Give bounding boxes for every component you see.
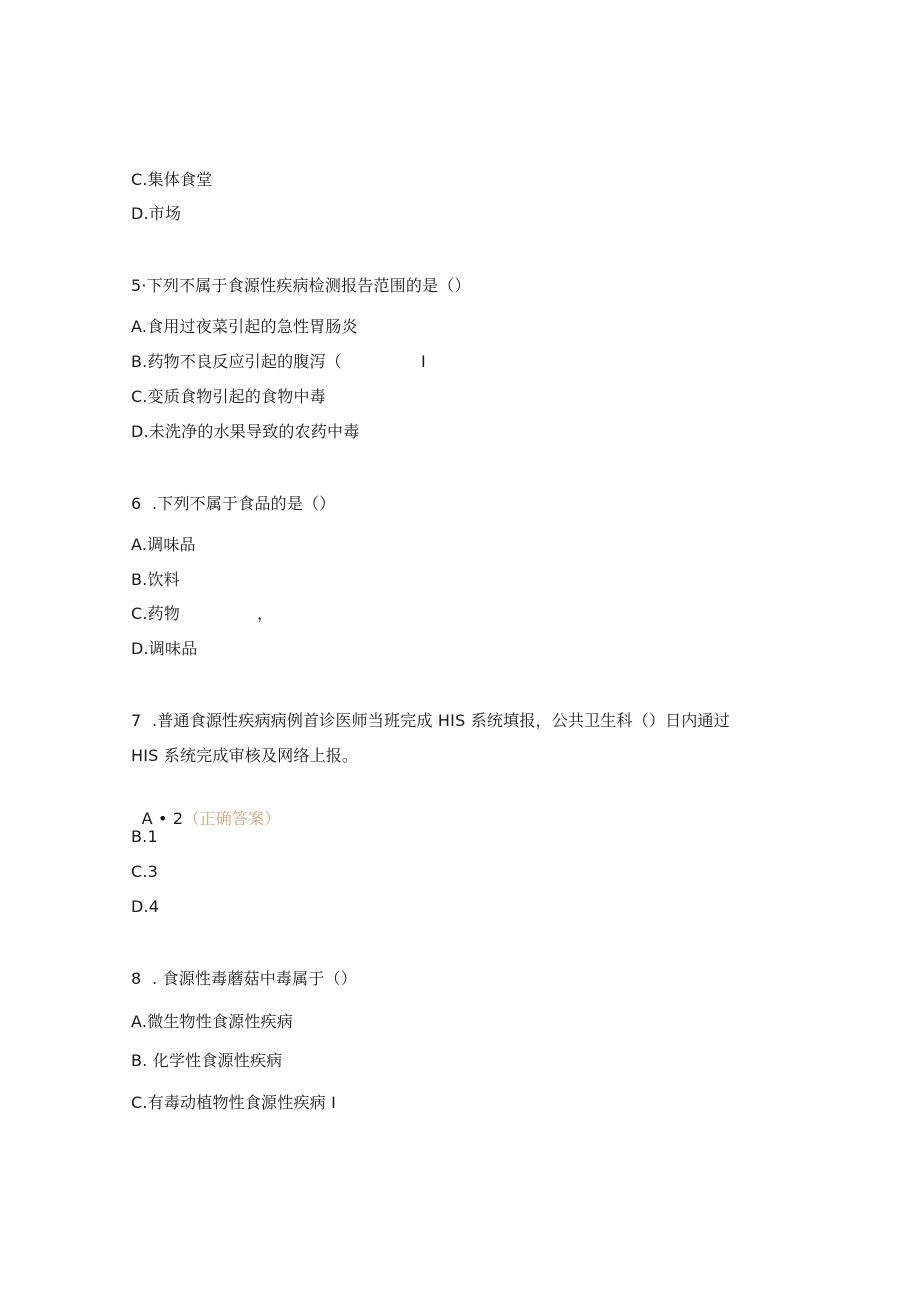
q4-option-c: C.集体食堂 xyxy=(131,170,213,189)
q8-option-a: A.微生物性食源性疾病 xyxy=(131,1012,293,1031)
q7-option-b: B.1 xyxy=(131,827,158,846)
q5-option-c: C.变质食物引起的食物中毒 xyxy=(131,387,326,406)
q6-option-c: C.药物 xyxy=(131,604,181,623)
correct-answer-note: （正确答案） xyxy=(183,809,281,828)
q5-option-a: A.食用过夜菜引起的急性胃肠炎 xyxy=(131,317,358,336)
q7-question-line1: 7 .普通食源性疾病病例首诊医师当班完成 HIS 系统填报，公共卫生科（）日内通过 xyxy=(131,711,730,730)
q6-option-d: D.调味品 xyxy=(131,639,198,658)
q6-question: 6 .下列不属于食品的是（） xyxy=(131,494,336,513)
q6-option-c-mark: ， xyxy=(257,604,274,623)
q7-option-a-label: A • 2 xyxy=(141,809,184,828)
q7-option-c: C.3 xyxy=(131,862,159,881)
q8-question: 8 . 食源性毒蘑菇中毒属于（） xyxy=(131,969,357,988)
q5-option-b: B.药物不良反应引起的腹泻（ xyxy=(131,352,342,371)
q4-option-d: D.市场 xyxy=(131,204,182,223)
q8-option-b: B. 化学性食源性疾病 xyxy=(131,1051,283,1070)
q5-option-d: D.未洗净的水果导致的农药中毒 xyxy=(131,422,360,441)
q8-option-c: C.有毒动植物性食源性疾病 I xyxy=(131,1093,337,1112)
q7-question-line2: HIS 系统完成审核及网络上报。 xyxy=(131,746,359,765)
q5-question: 5·下列不属于食源性疾病检测报告范围的是（） xyxy=(131,276,471,295)
q6-option-a: A.调味品 xyxy=(131,535,196,554)
q6-option-b: B.饮料 xyxy=(131,570,180,589)
q7-option-a xyxy=(131,786,281,830)
q7-option-d: D.4 xyxy=(131,897,160,916)
q5-option-b-mark: I xyxy=(421,352,426,371)
